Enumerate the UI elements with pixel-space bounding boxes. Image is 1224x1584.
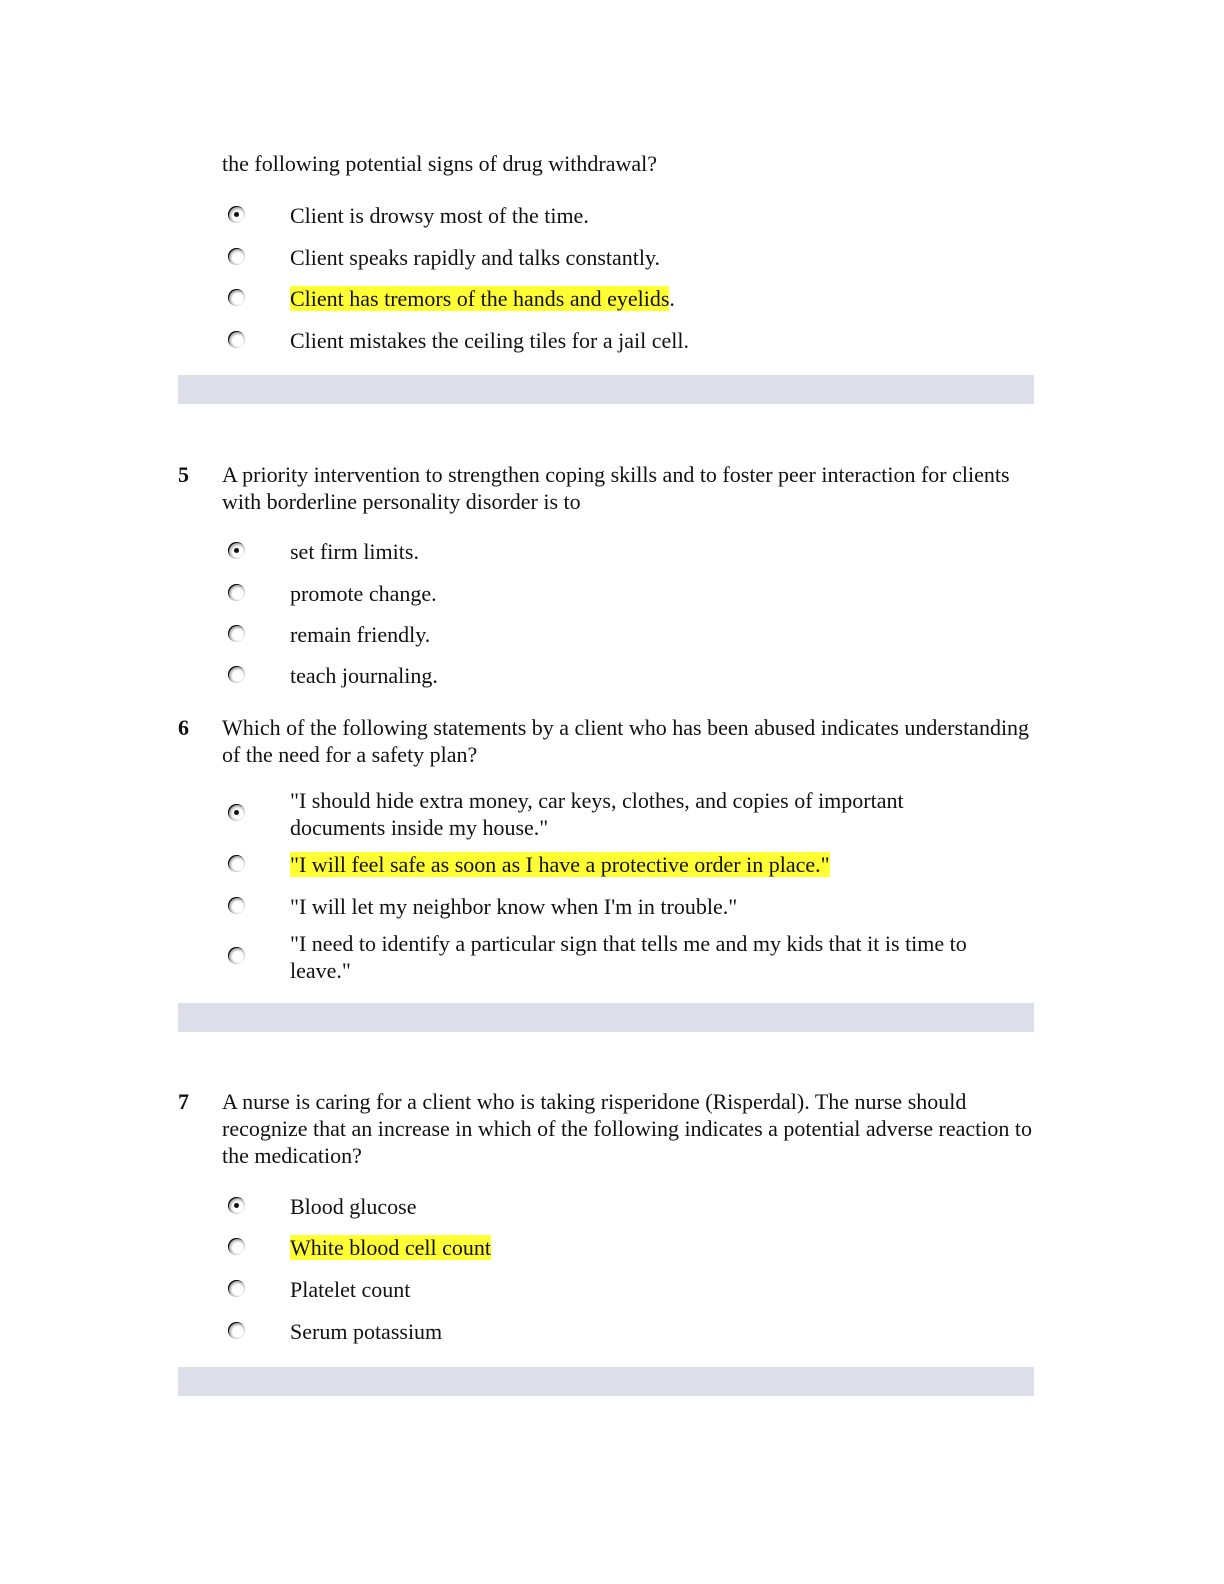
- option-text: [290, 285, 675, 312]
- answer-highlight: White blood cell count: [290, 1235, 491, 1260]
- radio-button-icon[interactable]: [228, 947, 245, 964]
- answer-highlight: "I will feel safe as soon as I have a protective order in place.": [290, 852, 830, 877]
- question-number: 6: [178, 715, 189, 740]
- option-text: Client speaks rapidly and talks constantly.: [290, 245, 661, 270]
- option-text: Blood glucose: [290, 1194, 417, 1219]
- radio-button-icon[interactable]: [228, 625, 245, 642]
- option-text: Client is drowsy most of the time.: [290, 203, 589, 228]
- radio-button-icon[interactable]: [228, 331, 245, 348]
- answer-highlight: Client has tremors of the hands and eyelids: [290, 286, 670, 311]
- q4-stem-tail: the following potential signs of drug withdrawal?: [222, 151, 658, 176]
- option-text: Client mistakes the ceiling tiles for a jail cell.: [290, 328, 689, 353]
- radio-button-icon[interactable]: [228, 542, 245, 559]
- radio-button-icon[interactable]: [228, 666, 245, 683]
- radio-button-icon[interactable]: [228, 1238, 245, 1255]
- question-number: 7: [178, 1089, 189, 1114]
- radio-button-icon[interactable]: [228, 804, 245, 821]
- option-text: promote change.: [290, 581, 437, 606]
- separator-bar: [178, 375, 1034, 404]
- q6-stem: Which of the following statements by a client who has been abused indicates understanding of the need for a safety plan?: [222, 715, 1030, 767]
- option-text: set firm limits.: [290, 539, 419, 564]
- radio-button-icon[interactable]: [228, 897, 245, 914]
- radio-button-icon[interactable]: [228, 289, 245, 306]
- radio-button-icon[interactable]: [228, 206, 245, 223]
- option-text: Platelet count: [290, 1277, 411, 1302]
- option-text: [290, 851, 830, 878]
- q5-stem: A priority intervention to strengthen coping skills and to foster peer interaction for clients with borderline personality disorder is to: [222, 462, 1010, 514]
- option-text: "I need to identify a particular sign that tells me and my kids that it is time to leave.": [290, 931, 967, 983]
- option-text: remain friendly.: [290, 622, 431, 647]
- separator-bar: [178, 1367, 1034, 1396]
- radio-button-icon[interactable]: [228, 1280, 245, 1297]
- radio-button-icon[interactable]: [228, 1197, 245, 1214]
- q7-stem: A nurse is caring for a client who is taking risperidone (Risperdal). The nurse should recognize that an increase in which of the following indicates a potential adverse reaction to the medication?: [222, 1089, 1033, 1168]
- option-text: "I will let my neighbor know when I'm in trouble.": [290, 894, 738, 919]
- question-number: 5: [178, 462, 189, 487]
- radio-button-icon[interactable]: [228, 1322, 245, 1339]
- radio-button-icon[interactable]: [228, 248, 245, 265]
- option-text: Serum potassium: [290, 1319, 443, 1344]
- option-text: teach journaling.: [290, 663, 438, 688]
- radio-button-icon[interactable]: [228, 855, 245, 872]
- radio-button-icon[interactable]: [228, 584, 245, 601]
- separator-bar: [178, 1003, 1034, 1032]
- option-text: [290, 1234, 491, 1261]
- option-suffix: .: [669, 286, 675, 311]
- option-text: "I should hide extra money, car keys, clothes, and copies of important documents inside my house.": [290, 788, 904, 840]
